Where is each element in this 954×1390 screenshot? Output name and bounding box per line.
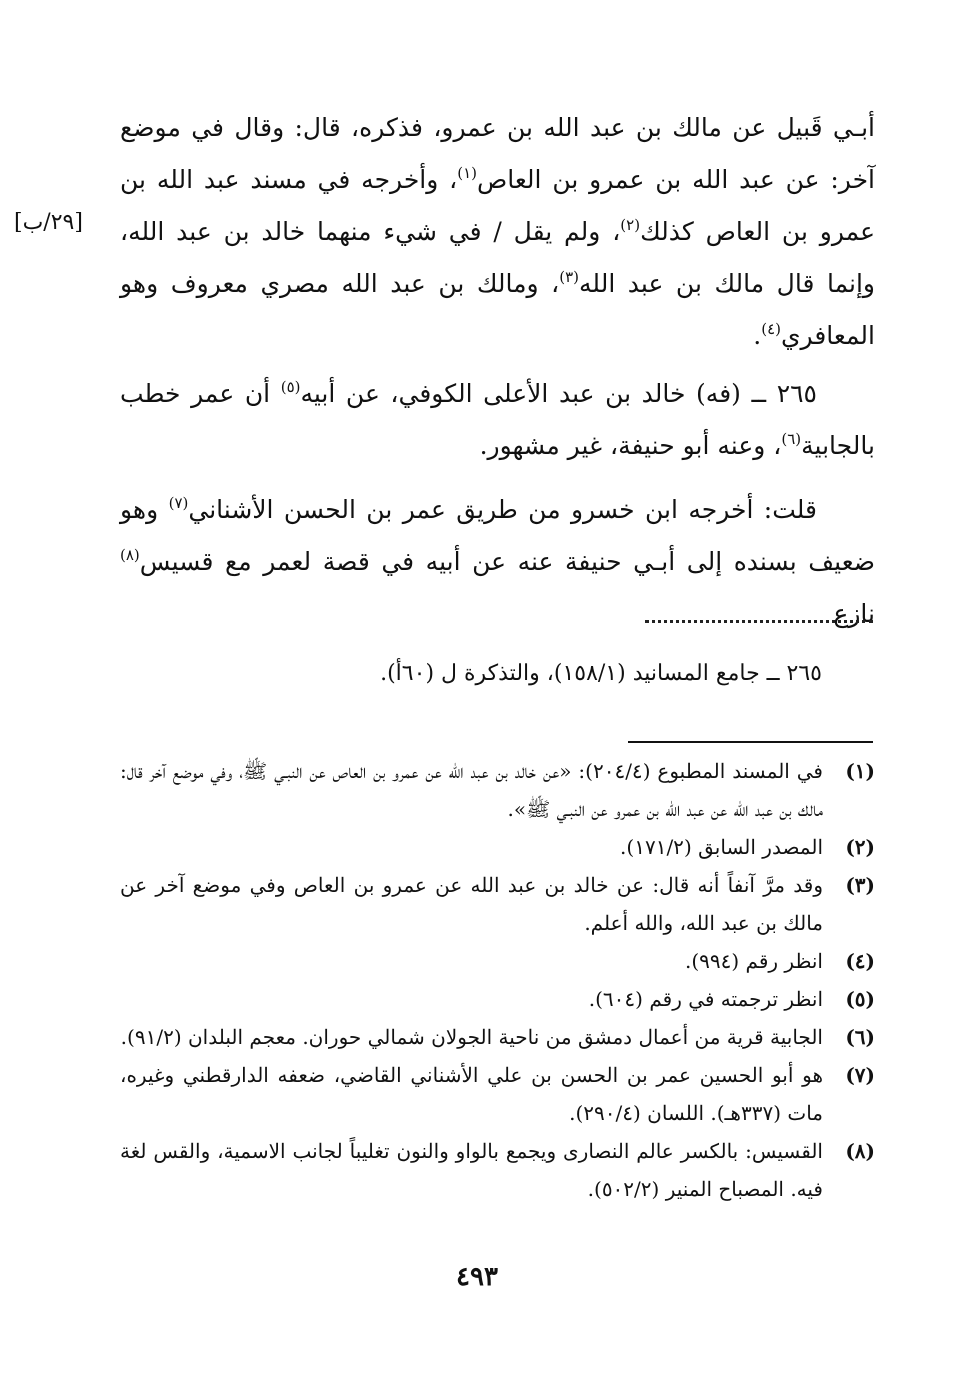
footnote-ref-7[interactable]: (٧)	[168, 494, 189, 512]
footnote-text: انظر رقم (٩٩٤).	[684, 949, 823, 973]
text-segment: أن عمر خطب بالجابية	[120, 379, 875, 460]
footnote-text: الجابية قرية من أعمال دمشق من ناحية الجولان شمالي حوران. معجم البلدان (٩١/٢).	[120, 1025, 823, 1049]
footnote-item	[120, 942, 875, 980]
footnote-text: هو أبو الحسين عمر بن الحسن بن علي الأشناني القاضي، ضعفه الدارقطني وغيره، مات (٣٣٧هـ). اللسان (٢٩٠/٤).	[120, 1063, 823, 1125]
footnotes-section	[120, 752, 875, 1208]
footnote-text: القسيس: بالكسر عالم النصارى ويجمع بالواو والنون تغليباً لجانب الاسمية، والقس لغة فيه. المصباح المنير (٥٠٢/٢).	[120, 1139, 823, 1201]
footnote-item	[120, 828, 875, 866]
footnote-number: (٢)	[845, 835, 875, 859]
footnote-text: وقد مرَّ آنفاً أنه قال: عن خالد بن عبد الله عن عمرو بن العاص وفي موضع آخر عن مالك بن عبد الله، والله أعلم.	[120, 873, 823, 935]
footnote-item	[120, 1056, 875, 1132]
main-paragraph-2	[120, 368, 875, 472]
footnote-item	[120, 1132, 875, 1208]
dotted-separator	[645, 620, 873, 623]
footnote-ref-3[interactable]: (٣)	[559, 268, 580, 286]
footnote-divider	[628, 741, 873, 743]
footnote-number: (٣)	[845, 873, 875, 897]
footnote-ref-5[interactable]: (٥)	[280, 378, 301, 396]
footnote-item	[120, 980, 875, 1018]
footnote-number: (٤)	[845, 949, 875, 973]
footnote-item	[120, 1018, 875, 1056]
text-segment: نازع	[833, 599, 875, 628]
footnote-ref-4[interactable]: (٤)	[761, 320, 781, 338]
text-segment: وهو ضعيف بسنده إلى أبـي حنيفة عنه عن أبيه في قصة لعمر مع قسيس	[120, 495, 875, 576]
footnote-item	[120, 866, 875, 942]
manuscript-folio-marker: [٢٩/ب]	[14, 210, 83, 235]
footnote-ref-8[interactable]: (٨)	[120, 546, 140, 564]
text-segment: ، ومالك بن عبد الله مصري معروف وهو المعافري	[120, 269, 875, 350]
footnote-ref-6[interactable]: (٦)	[781, 430, 802, 448]
paragraph-text	[120, 368, 875, 472]
footnote-text: انظر ترجمته في رقم (٦٠٤).	[588, 987, 823, 1011]
paragraph-text	[120, 102, 875, 362]
text-segment: .	[753, 321, 762, 350]
text-segment: ، وأخرجه في مسند عبد الله بن عمرو بن العاص كذلك	[120, 165, 875, 246]
footnote-number: (٧)	[845, 1063, 875, 1087]
footnote-number: (٨)	[845, 1139, 875, 1163]
text-segment: قلت: أخرجه ابن خسرو من طريق عمر بن الحسن الأشناني	[188, 495, 817, 524]
paragraph-text	[120, 484, 875, 640]
text-segment: أبـي قَبيل عن مالك بن عبد الله بن عمرو، فذكره، قال: وقال في موضع آخر: عن عبد الله بن عمرو بن العاص	[120, 113, 875, 194]
text-segment: ٢٦٥ ــ (فه) خالد بن عبد الأعلى الكوفي، عن أبيه	[300, 379, 817, 408]
main-paragraph-1	[120, 102, 875, 362]
footnote-ref-1[interactable]: (١)	[457, 164, 478, 182]
footnote-ref-2[interactable]: (٢)	[620, 216, 641, 234]
footnote-number: (٦)	[845, 1025, 875, 1049]
footnote-number: (١)	[845, 759, 875, 783]
page-number: ٤٩٣	[456, 1262, 498, 1292]
main-paragraph-3	[120, 484, 875, 640]
text-segment: ، وعنه أبو حنيفة، غير مشهور.	[479, 431, 782, 460]
footnote-item	[120, 752, 875, 828]
source-note: ٢٦٥ ــ جامع المسانيد (١٥٨/١)، والتذكرة ل (٦٠أ).	[380, 661, 822, 686]
footnote-number: (٥)	[845, 987, 875, 1011]
footnote-text: المصدر السابق (١٧١/٢).	[620, 835, 823, 859]
footnote-text: في المسند المطبوع (٢٠٤/٤): «عن خالد بن عبد الله عن عمرو بن العاص عن النبـي ﷺ، وفي موضع آخر قال: مالك بن عبد الله عن عبد الله بن عمرو عن النبـي ﷺ».	[120, 759, 823, 821]
text-segment: ، ولم يقل / في شيء منهما خالد بن عبد الله، وإنما قال مالك بن عبد الله	[120, 217, 875, 298]
